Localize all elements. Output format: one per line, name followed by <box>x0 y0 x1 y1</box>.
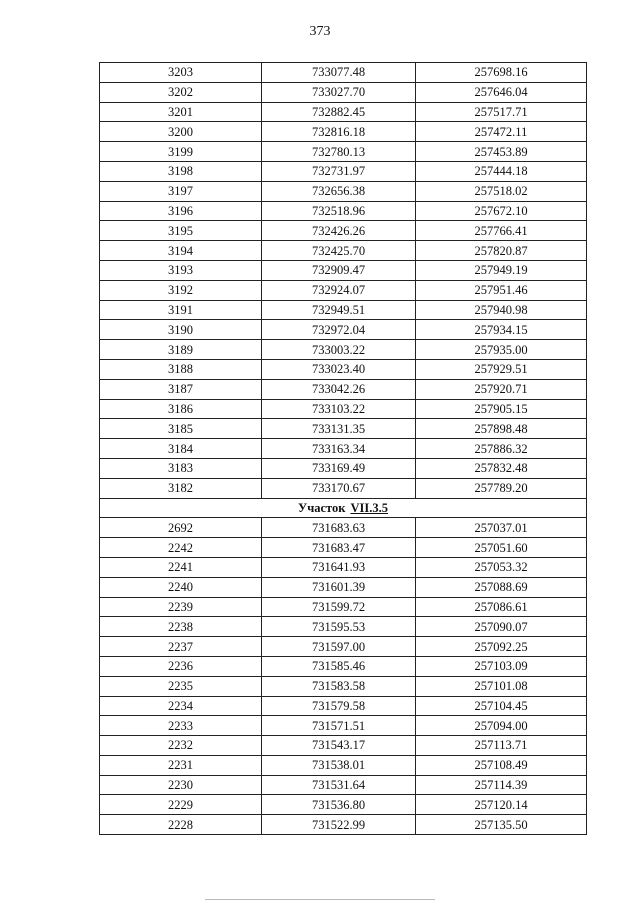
point-number-cell: 3187 <box>100 379 262 399</box>
section-code: VII.3.5 <box>350 500 388 515</box>
x-coordinate-cell: 732425.70 <box>262 241 416 261</box>
point-number-cell: 2228 <box>100 815 262 835</box>
table-row <box>100 340 587 360</box>
x-coordinate-cell: 731601.39 <box>262 577 416 597</box>
x-coordinate-cell: 732882.45 <box>262 102 416 122</box>
table-row <box>100 597 587 617</box>
y-coordinate-cell: 257789.20 <box>416 478 587 498</box>
point-number-cell: 3186 <box>100 399 262 419</box>
table-row <box>100 439 587 459</box>
x-coordinate-cell: 731683.47 <box>262 538 416 558</box>
point-number-cell: 3183 <box>100 458 262 478</box>
x-coordinate-cell: 731522.99 <box>262 815 416 835</box>
x-coordinate-cell: 733131.35 <box>262 419 416 439</box>
table-row <box>100 478 587 498</box>
y-coordinate-cell: 257104.45 <box>416 696 587 716</box>
table-row <box>100 696 587 716</box>
y-coordinate-cell: 257108.49 <box>416 755 587 775</box>
table-row <box>100 716 587 736</box>
page-number: 373 <box>309 24 331 39</box>
point-number-cell: 2236 <box>100 656 262 676</box>
table-row <box>100 557 587 577</box>
point-number-cell: 2242 <box>100 538 262 558</box>
point-number-cell: 3189 <box>100 340 262 360</box>
point-number-cell: 3191 <box>100 300 262 320</box>
table-row <box>100 102 587 122</box>
y-coordinate-cell: 257766.41 <box>416 221 587 241</box>
point-number-cell: 2238 <box>100 617 262 637</box>
table-row <box>100 458 587 478</box>
y-coordinate-cell: 257472.11 <box>416 122 587 142</box>
y-coordinate-cell: 257951.46 <box>416 280 587 300</box>
y-coordinate-cell: 257886.32 <box>416 439 587 459</box>
x-coordinate-cell: 732949.51 <box>262 300 416 320</box>
y-coordinate-cell: 257103.09 <box>416 656 587 676</box>
x-coordinate-cell: 731597.00 <box>262 637 416 657</box>
table-row <box>100 775 587 795</box>
x-coordinate-cell: 732924.07 <box>262 280 416 300</box>
y-coordinate-cell: 257092.25 <box>416 637 587 657</box>
table-row <box>100 320 587 340</box>
point-number-cell: 3197 <box>100 181 262 201</box>
point-number-cell: 2230 <box>100 775 262 795</box>
x-coordinate-cell: 732780.13 <box>262 142 416 162</box>
x-coordinate-cell: 733103.22 <box>262 399 416 419</box>
x-coordinate-cell: 733003.22 <box>262 340 416 360</box>
point-number-cell: 2233 <box>100 716 262 736</box>
x-coordinate-cell: 733169.49 <box>262 458 416 478</box>
y-coordinate-cell: 257088.69 <box>416 577 587 597</box>
y-coordinate-cell: 257444.18 <box>416 161 587 181</box>
x-coordinate-cell: 733023.40 <box>262 359 416 379</box>
x-coordinate-cell: 733027.70 <box>262 82 416 102</box>
y-coordinate-cell: 257698.16 <box>416 63 587 83</box>
table-row <box>100 617 587 637</box>
y-coordinate-cell: 257051.60 <box>416 538 587 558</box>
y-coordinate-cell: 257101.08 <box>416 676 587 696</box>
y-coordinate-cell: 257114.39 <box>416 775 587 795</box>
table-row <box>100 300 587 320</box>
table-row <box>100 280 587 300</box>
point-number-cell: 2241 <box>100 557 262 577</box>
point-number-cell: 3194 <box>100 241 262 261</box>
x-coordinate-cell: 732731.97 <box>262 161 416 181</box>
x-coordinate-cell: 732518.96 <box>262 201 416 221</box>
y-coordinate-cell: 257949.19 <box>416 260 587 280</box>
table-row <box>100 142 587 162</box>
x-coordinate-cell: 731538.01 <box>262 755 416 775</box>
table-row <box>100 795 587 815</box>
y-coordinate-cell: 257929.51 <box>416 359 587 379</box>
table-body-bottom <box>100 518 587 835</box>
table-row <box>100 577 587 597</box>
table-row <box>100 359 587 379</box>
x-coordinate-cell: 733170.67 <box>262 478 416 498</box>
point-number-cell: 3190 <box>100 320 262 340</box>
y-coordinate-cell: 257135.50 <box>416 815 587 835</box>
y-coordinate-cell: 257037.01 <box>416 518 587 538</box>
table-row <box>100 181 587 201</box>
y-coordinate-cell: 257120.14 <box>416 795 587 815</box>
point-number-cell: 2692 <box>100 518 262 538</box>
table-row <box>100 815 587 835</box>
y-coordinate-cell: 257672.10 <box>416 201 587 221</box>
table-row <box>100 260 587 280</box>
x-coordinate-cell: 732426.26 <box>262 221 416 241</box>
table-row <box>100 736 587 756</box>
point-number-cell: 3195 <box>100 221 262 241</box>
y-coordinate-cell: 257053.32 <box>416 557 587 577</box>
point-number-cell: 2240 <box>100 577 262 597</box>
point-number-cell: 3188 <box>100 359 262 379</box>
table-row <box>100 379 587 399</box>
point-number-cell: 2231 <box>100 755 262 775</box>
x-coordinate-cell: 731543.17 <box>262 736 416 756</box>
point-number-cell: 2239 <box>100 597 262 617</box>
page-bottom-line <box>205 899 435 900</box>
x-coordinate-cell: 731583.58 <box>262 676 416 696</box>
table-row <box>100 221 587 241</box>
y-coordinate-cell: 257935.00 <box>416 340 587 360</box>
x-coordinate-cell: 731599.72 <box>262 597 416 617</box>
x-coordinate-cell: 732656.38 <box>262 181 416 201</box>
x-coordinate-cell: 731585.46 <box>262 656 416 676</box>
x-coordinate-cell: 732816.18 <box>262 122 416 142</box>
point-number-cell: 3201 <box>100 102 262 122</box>
x-coordinate-cell: 731571.51 <box>262 716 416 736</box>
section-header-body <box>100 498 587 518</box>
y-coordinate-cell: 257920.71 <box>416 379 587 399</box>
coordinates-table <box>99 62 587 835</box>
table-row <box>100 676 587 696</box>
point-number-cell: 2235 <box>100 676 262 696</box>
point-number-cell: 3203 <box>100 63 262 83</box>
x-coordinate-cell: 731641.93 <box>262 557 416 577</box>
section-label: Участок <box>298 500 346 515</box>
y-coordinate-cell: 257905.15 <box>416 399 587 419</box>
table-row <box>100 755 587 775</box>
y-coordinate-cell: 257832.48 <box>416 458 587 478</box>
x-coordinate-cell: 731536.80 <box>262 795 416 815</box>
table-row <box>100 518 587 538</box>
y-coordinate-cell: 257517.71 <box>416 102 587 122</box>
y-coordinate-cell: 257086.61 <box>416 597 587 617</box>
point-number-cell: 2229 <box>100 795 262 815</box>
y-coordinate-cell: 257453.89 <box>416 142 587 162</box>
point-number-cell: 3199 <box>100 142 262 162</box>
x-coordinate-cell: 732972.04 <box>262 320 416 340</box>
x-coordinate-cell: 731595.53 <box>262 617 416 637</box>
point-number-cell: 3182 <box>100 478 262 498</box>
y-coordinate-cell: 257898.48 <box>416 419 587 439</box>
x-coordinate-cell: 733163.34 <box>262 439 416 459</box>
table-row <box>100 637 587 657</box>
point-number-cell: 3198 <box>100 161 262 181</box>
y-coordinate-cell: 257518.02 <box>416 181 587 201</box>
table-row <box>100 399 587 419</box>
table-row <box>100 538 587 558</box>
y-coordinate-cell: 257940.98 <box>416 300 587 320</box>
point-number-cell: 3192 <box>100 280 262 300</box>
table-row <box>100 161 587 181</box>
point-number-cell: 3184 <box>100 439 262 459</box>
x-coordinate-cell: 733077.48 <box>262 63 416 83</box>
x-coordinate-cell: 731531.64 <box>262 775 416 795</box>
y-coordinate-cell: 257646.04 <box>416 82 587 102</box>
point-number-cell: 2234 <box>100 696 262 716</box>
point-number-cell: 3202 <box>100 82 262 102</box>
table-row <box>100 419 587 439</box>
x-coordinate-cell: 733042.26 <box>262 379 416 399</box>
table-row <box>100 201 587 221</box>
table-row <box>100 122 587 142</box>
y-coordinate-cell: 257934.15 <box>416 320 587 340</box>
table-row <box>100 82 587 102</box>
table-body-top <box>100 63 587 499</box>
section-header-row <box>100 498 587 518</box>
x-coordinate-cell: 731579.58 <box>262 696 416 716</box>
x-coordinate-cell: 731683.63 <box>262 518 416 538</box>
y-coordinate-cell: 257094.00 <box>416 716 587 736</box>
y-coordinate-cell: 257113.71 <box>416 736 587 756</box>
point-number-cell: 3193 <box>100 260 262 280</box>
point-number-cell: 2232 <box>100 736 262 756</box>
x-coordinate-cell: 732909.47 <box>262 260 416 280</box>
y-coordinate-cell: 257090.07 <box>416 617 587 637</box>
table-row <box>100 656 587 676</box>
y-coordinate-cell: 257820.87 <box>416 241 587 261</box>
point-number-cell: 3185 <box>100 419 262 439</box>
point-number-cell: 3200 <box>100 122 262 142</box>
table-row <box>100 241 587 261</box>
section-header <box>100 498 587 518</box>
table-row <box>100 63 587 83</box>
point-number-cell: 2237 <box>100 637 262 657</box>
point-number-cell: 3196 <box>100 201 262 221</box>
